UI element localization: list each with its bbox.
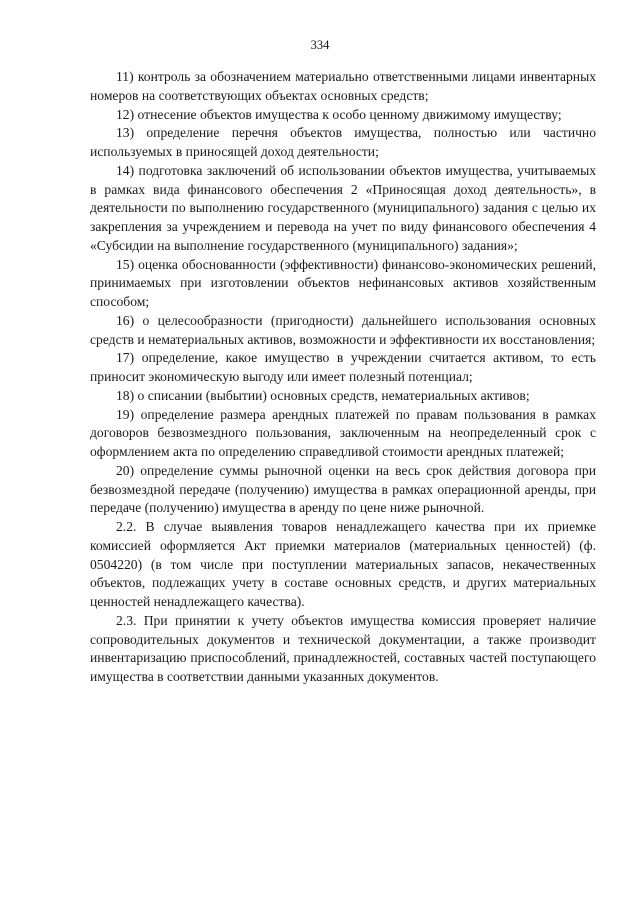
page-number: 334	[310, 38, 330, 52]
paragraph-19: 19) определение размера арендных платежей по правам пользования в рамках договоров безвозмездного пользования, заключенным на неопределенный срок с оформлением акта по определению справедливой стоимости арендных платежей;	[90, 406, 596, 459]
paragraph-14: 14) подготовка заключений об использовании объектов имущества, учитываемых в рамках вида финансового обеспечения 2 «Приносящая доход деятельность», в деятельности по выполнению государственного (муниципального) задания с целью их закрепления за учреждением и перевода на учет по виду финансового обеспечения 4 «Субсидии на выполнение государственного (муниципального) задания»;	[90, 162, 596, 253]
paragraph-18: 18) о списании (выбытии) основных средств, нематериальных активов;	[116, 387, 530, 403]
paragraph-13: 13) определение перечня объектов имущества, полностью или частично используемых в приносящей доход деятельности;	[90, 125, 596, 159]
paragraph-11: 11) контроль за обозначением материально ответственными лицами инвентарных номеров на соответствующих объектах основных средств;	[90, 69, 596, 103]
paragraph-12: 12) отнесение объектов имущества к особо ценному движимому имуществу;	[116, 106, 562, 122]
document-body	[90, 68, 596, 687]
paragraph-20: 20) определение суммы рыночной оценки на весь срок действия договора при безвозмездной передаче (получению) имущества в рамках операционной аренды, при передаче (получению) имущества в аренду по цене ниже рыночной.	[90, 462, 596, 516]
paragraph-2-3: 2.3. При принятии к учету объектов имущества комиссия проверяет наличие сопроводительных документов и технической документации, а также производит инвентаризацию приспособлений, принадлежностей, составных частей поступающего имущества в соответствии данными указанных документов.	[90, 612, 596, 684]
paragraph-17: 17) определение, какое имущество в учреждении считается активом, то есть приносит экономическую выгоду или имеет полезный потенциал;	[90, 350, 596, 384]
paragraph-2-2: 2.2. В случае выявления товаров ненадлежащего качества при их приемке комиссией оформляется Акт приемки материалов (материальных ценностей) (ф. 0504220) (в том числе при поступлении материальных запасов, некачественных объектов, подлежащих учету в составе основных средств, и других материальных ценностей ненадлежащего качества).	[90, 519, 596, 609]
paragraph-16: 16) о целесообразности (пригодности) дальнейшего использования основных средств и нематериальных активов, возможности и эффективности их восстановления;	[90, 312, 596, 347]
paragraph-15: 15) оценка обоснованности (эффективности) финансово-экономических решений, принимаемых при изготовлении объектов нефинансовых активов хозяйственным способом;	[90, 256, 596, 309]
